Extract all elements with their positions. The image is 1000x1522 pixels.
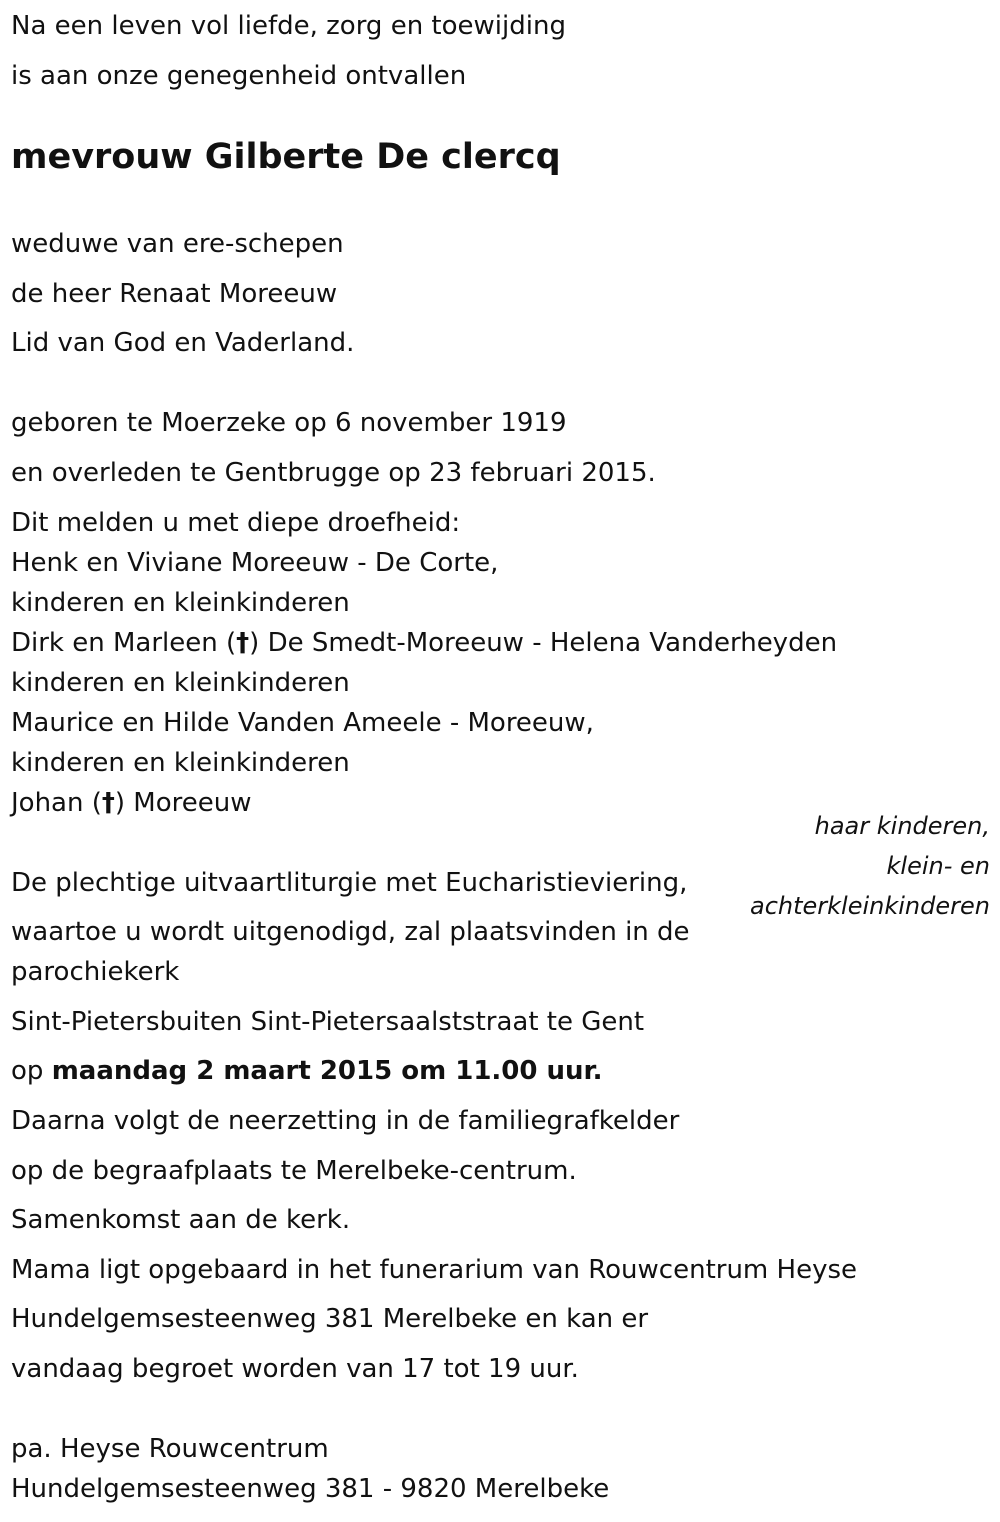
right-block-line-1: haar kinderen, — [814, 812, 990, 840]
cross-icon: † — [101, 788, 115, 818]
service-line-3: parochiekerk — [11, 957, 180, 987]
family-announce: Dit melden u met diepe droefheid: — [11, 508, 461, 538]
service-line-11: vandaag begroet worden van 17 tot 19 uur. — [11, 1354, 579, 1384]
family-line-text: ) De Smedt-Moreeuw - Helena Vanderheyden — [249, 628, 838, 658]
service-line-1: De plechtige uitvaartliturgie met Eucharistieviering, — [11, 868, 688, 898]
service-line-6: Daarna volgt de neerzetting in de familiegrafkelder — [11, 1106, 680, 1136]
spouse-line-2: de heer Renaat Moreeuw — [11, 279, 338, 309]
family-line: Maurice en Hilde Vanden Ameele - Moreeuw, — [11, 708, 594, 738]
family-line: Henk en Viviane Moreeuw - De Corte, — [11, 548, 499, 578]
family-line-text: Johan ( — [11, 788, 102, 818]
family-line: kinderen en kleinkinderen — [11, 668, 350, 698]
cross-icon: † — [236, 628, 250, 658]
intro-line-2: is aan onze genegenheid ontvallen — [11, 61, 467, 91]
family-line-text: Dirk en Marleen ( — [11, 628, 237, 658]
service-date: maandag 2 maart 2015 om 11.00 uur. — [51, 1056, 603, 1086]
family-line — [11, 790, 251, 816]
birth-line: geboren te Moerzeke op 6 november 1919 — [11, 408, 567, 438]
death-line: en overleden te Gentbrugge op 23 februari 2015. — [11, 458, 656, 488]
service-date-line — [11, 1058, 603, 1084]
footer-line-1: pa. Heyse Rouwcentrum — [11, 1434, 329, 1464]
service-line-10: Hundelgemsesteenweg 381 Merelbeke en kan er — [11, 1304, 649, 1334]
deceased-name: mevrouw Gilberte De clercq — [11, 137, 561, 177]
right-block-line-2: klein- en — [886, 852, 990, 880]
spouse-line-1: weduwe van ere-schepen — [11, 229, 344, 259]
spouse-line-3: Lid van God en Vaderland. — [11, 328, 355, 358]
service-line-2: waartoe u wordt uitgenodigd, zal plaatsvinden in de — [11, 917, 690, 947]
service-date-prefix: op — [11, 1056, 52, 1086]
service-line-9: Mama ligt opgebaard in het funerarium van Rouwcentrum Heyse — [11, 1255, 858, 1285]
service-line-4: Sint-Pietersbuiten Sint-Pietersaalststraat te Gent — [11, 1007, 645, 1037]
service-line-8: Samenkomst aan de kerk. — [11, 1205, 351, 1235]
service-line-7: op de begraafplaats te Merelbeke-centrum. — [11, 1156, 577, 1186]
family-line — [11, 630, 837, 656]
footer-line-2: Hundelgemsesteenweg 381 - 9820 Merelbeke — [11, 1474, 610, 1504]
family-line: kinderen en kleinkinderen — [11, 748, 350, 778]
intro-line-1: Na een leven vol liefde, zorg en toewijding — [11, 11, 566, 41]
family-line: kinderen en kleinkinderen — [11, 588, 350, 618]
family-line-text: ) Moreeuw — [114, 788, 252, 818]
right-block-line-3: achterkleinkinderen — [750, 892, 990, 920]
